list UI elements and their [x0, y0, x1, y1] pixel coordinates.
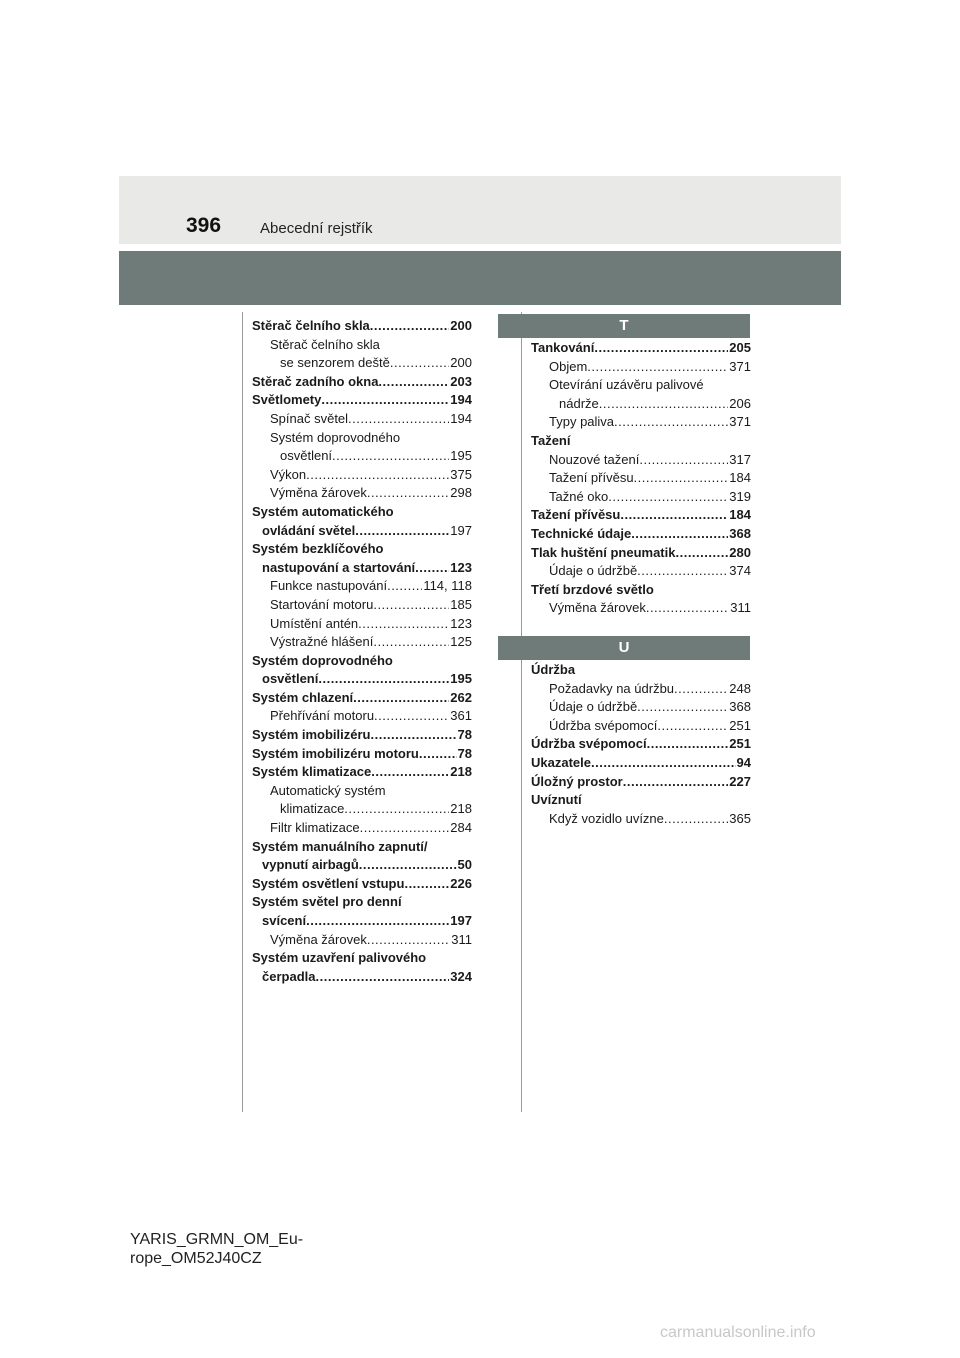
index-entry — [252, 819, 472, 838]
index-term: Tažné oko — [549, 488, 609, 504]
index-term: Tlak huštění pneumatik — [531, 544, 676, 560]
index-entry-line — [252, 893, 472, 912]
page-ref: 227 — [729, 773, 751, 789]
index-term: Údržba — [531, 662, 576, 677]
page-ref: 374 — [729, 563, 751, 579]
index-term: Stěrač čelního skla — [270, 336, 380, 352]
index-entry — [531, 525, 751, 544]
index-entry-line — [252, 726, 472, 745]
index-entry-line — [252, 949, 472, 968]
page-ref: 226 — [450, 875, 472, 891]
index-entry-line — [531, 339, 751, 358]
index-entry-line — [252, 931, 472, 950]
leader-dots — [646, 599, 729, 618]
page-ref: 94 — [736, 754, 751, 770]
index-term: Startování motoru — [270, 596, 374, 612]
leader-dots — [404, 875, 449, 894]
leader-dots — [631, 525, 728, 544]
index-entry-line — [531, 395, 751, 414]
page-ref: 197 — [450, 522, 472, 538]
page-ref: 200 — [450, 355, 472, 371]
page-ref: 195 — [450, 448, 472, 464]
index-entry — [252, 782, 472, 819]
leader-dots — [639, 451, 728, 470]
page-ref: 311 — [730, 600, 751, 616]
leader-dots — [344, 800, 449, 819]
index-entry — [252, 745, 472, 764]
index-entry-line — [252, 819, 472, 838]
index-entry-line — [531, 358, 751, 377]
index-entry — [252, 689, 472, 708]
leader-dots — [591, 754, 736, 773]
leader-dots — [390, 354, 449, 373]
index-term: Automatický systém — [270, 782, 386, 798]
index-term: Úložný prostor — [531, 773, 623, 789]
leader-dots — [353, 689, 449, 708]
index-term: Systém bezklíčového — [252, 541, 384, 557]
index-entry-line — [252, 317, 472, 336]
index-entry-line — [531, 451, 751, 470]
index-entry-line — [531, 773, 751, 792]
page-ref: 361 — [450, 708, 472, 724]
index-term: osvětlení — [280, 448, 333, 464]
index-term: se senzorem deště — [280, 355, 390, 371]
page-ref: 251 — [729, 717, 751, 733]
index-term: Systém imobilizéru — [252, 727, 371, 743]
index-entry — [252, 336, 472, 373]
index-term: Výkon — [270, 466, 307, 482]
index-entry — [252, 763, 472, 782]
index-entry-line — [252, 596, 472, 615]
page-ref: 184 — [729, 507, 751, 523]
index-term: Tažení — [531, 432, 571, 448]
leader-dots — [370, 726, 456, 745]
leader-dots — [355, 522, 449, 541]
index-term: Výměna žárovek — [549, 600, 646, 616]
index-entry — [252, 391, 472, 410]
index-entry-line — [531, 754, 751, 773]
index-entry — [252, 503, 472, 540]
index-entry-line — [252, 447, 472, 466]
page-ref: 78 — [457, 727, 472, 743]
index-term: Požadavky na údržbu — [549, 680, 675, 696]
index-entry-line — [531, 581, 751, 600]
index-entry — [252, 615, 472, 634]
index-entry — [531, 376, 751, 413]
page-ref: 206 — [729, 395, 751, 411]
page-ref: 123 — [450, 559, 472, 575]
index-entry-line — [252, 745, 472, 764]
index-entry — [252, 838, 472, 875]
index-entry — [531, 451, 751, 470]
index-entry-line — [252, 763, 472, 782]
index-term: Světlomety — [252, 392, 322, 408]
leader-dots — [387, 577, 422, 596]
index-entry-line — [252, 782, 472, 801]
leader-dots — [614, 413, 728, 432]
leader-dots — [657, 717, 728, 736]
index-entry-line — [531, 791, 751, 810]
page-ref: 371 — [729, 358, 751, 374]
index-term: Systém imobilizéru motoru — [252, 745, 419, 761]
page-ref: 194 — [450, 410, 472, 426]
index-entry — [531, 717, 751, 736]
leader-dots — [415, 559, 449, 578]
index-column-left — [252, 317, 472, 986]
leader-dots — [374, 707, 449, 726]
page-ref: 197 — [450, 913, 472, 928]
index-entry-line — [531, 506, 751, 525]
page-ref: 368 — [729, 699, 751, 715]
index-term: klimatizace — [280, 801, 345, 817]
index-entry-line — [252, 652, 472, 671]
index-term: Otevírání uzávěru palivové — [549, 377, 704, 393]
index-entry — [531, 544, 751, 563]
index-entry — [252, 540, 472, 577]
page-ref: 114, 118 — [423, 578, 472, 594]
index-entry — [252, 875, 472, 894]
index-term: Přehřívání motoru — [270, 708, 375, 724]
index-entry — [531, 599, 751, 618]
index-term: Třetí brzdové světlo — [531, 581, 654, 597]
leader-dots — [358, 615, 449, 634]
page-ref: 375 — [450, 466, 472, 482]
index-term: Typy paliva — [549, 414, 615, 430]
page-ref: 317 — [729, 451, 751, 467]
index-entry — [531, 810, 751, 829]
page-ref: 324 — [450, 968, 472, 984]
index-entry-line — [252, 354, 472, 373]
index-entry-line — [252, 875, 472, 894]
index-term: Systém uzavření palivového — [252, 950, 427, 966]
index-term: Tažení přívěsu — [531, 507, 621, 523]
index-entry — [252, 707, 472, 726]
index-term: Údaje o údržbě — [549, 699, 638, 715]
page-title: Abecední rejstřík — [260, 220, 373, 237]
leader-dots — [367, 484, 449, 503]
index-entry — [531, 432, 751, 451]
page-ref: 311 — [451, 931, 472, 947]
index-term: Filtr klimatizace — [270, 820, 360, 836]
index-term: Systém osvětlení vstupu — [252, 875, 405, 891]
page-ref: 194 — [450, 392, 472, 408]
index-entry-line — [531, 599, 751, 618]
index-term: Uvíznutí — [531, 792, 582, 808]
leader-dots — [321, 391, 449, 410]
index-term: čerpadla — [262, 968, 316, 984]
index-entry-line — [252, 429, 472, 448]
index-entry — [252, 373, 472, 392]
page-ref: 184 — [729, 470, 751, 486]
index-entry — [252, 652, 472, 689]
leader-dots — [306, 912, 449, 931]
index-entry-line — [531, 525, 751, 544]
index-entry-line — [531, 432, 751, 451]
index-term: svícení — [262, 913, 307, 928]
page-ref: 185 — [450, 596, 472, 612]
index-term: vypnutí airbagů — [262, 857, 359, 873]
leader-dots — [373, 633, 449, 652]
index-entry-line — [531, 680, 751, 699]
page-ref: 203 — [450, 373, 472, 389]
header-dark-band — [119, 251, 841, 305]
leader-dots — [371, 763, 449, 782]
index-entry-line — [252, 912, 472, 931]
index-entry — [531, 698, 751, 717]
index-entry-line — [252, 633, 472, 652]
index-term: ovládání světel — [262, 522, 356, 538]
leader-dots — [664, 810, 728, 829]
index-section-u — [531, 661, 751, 828]
index-term: Systém klimatizace — [252, 764, 372, 780]
footer-line-1: YARIS_GRMN_OM_Eu- — [130, 1231, 304, 1248]
index-term: Výměna žárovek — [270, 485, 367, 501]
index-entry — [531, 358, 751, 377]
index-entry — [531, 754, 751, 773]
leader-dots — [637, 698, 728, 717]
index-term: Systém doprovodného — [270, 429, 401, 445]
index-term: Výměna žárovek — [270, 931, 367, 947]
leader-dots — [348, 410, 449, 429]
index-term: Systém doprovodného — [252, 652, 393, 668]
index-term: Systém světel pro denní — [252, 894, 402, 910]
leader-dots — [370, 317, 450, 336]
leader-dots — [675, 544, 728, 563]
index-entry — [252, 484, 472, 503]
index-entry-line — [531, 698, 751, 717]
footer-line-2: rope_OM52J40CZ — [130, 1250, 262, 1267]
index-entry-line — [531, 376, 751, 395]
leader-dots — [587, 358, 728, 377]
page-ref: 205 — [729, 340, 751, 355]
index-term: Stěrač čelního skla — [252, 318, 370, 333]
index-entry-line — [252, 522, 472, 541]
index-term: Tankování — [531, 340, 595, 355]
column-rule-middle — [521, 312, 522, 1112]
page-ref: 125 — [450, 634, 472, 650]
index-entry — [252, 410, 472, 429]
index-entry-line — [531, 810, 751, 829]
page-ref: 365 — [729, 810, 751, 826]
leader-dots — [608, 488, 728, 507]
index-term: Umístění antén — [270, 615, 359, 631]
leader-dots — [373, 596, 449, 615]
leader-dots — [318, 670, 449, 689]
index-entry — [252, 466, 472, 485]
index-term: Údaje o údržbě — [549, 563, 638, 579]
index-term: Systém manuálního zapnutí/ — [252, 838, 428, 854]
index-term: Nouzové tažení — [549, 451, 640, 467]
index-entry-line — [531, 469, 751, 488]
index-section-t — [531, 339, 751, 618]
index-entry-line — [252, 707, 472, 726]
index-entry-line — [252, 670, 472, 689]
index-entry — [252, 577, 472, 596]
index-entry-line — [252, 559, 472, 578]
leader-dots — [332, 447, 449, 466]
index-entry-line — [252, 689, 472, 708]
index-entry-line — [531, 661, 751, 680]
index-term: Objem — [549, 358, 588, 374]
index-entry-line — [531, 413, 751, 432]
index-entry — [531, 791, 751, 810]
leader-dots — [620, 506, 728, 525]
leader-dots — [360, 819, 450, 838]
index-entry — [252, 317, 472, 336]
page-ref: 251 — [729, 736, 751, 752]
index-term: Údržba svépomocí — [549, 717, 658, 733]
index-entry — [252, 931, 472, 950]
index-entry-line — [531, 735, 751, 754]
page-ref: 319 — [729, 488, 751, 504]
index-entry-line — [252, 336, 472, 355]
leader-dots — [623, 773, 729, 792]
index-entry-line — [252, 373, 472, 392]
page-ref: 78 — [457, 745, 472, 761]
leader-dots — [674, 680, 728, 699]
index-entry-line — [252, 856, 472, 875]
page-ref: 200 — [450, 318, 472, 333]
footer-doc-code — [130, 1230, 303, 1268]
index-entry — [531, 680, 751, 699]
page-ref: 195 — [450, 671, 472, 687]
leader-dots — [647, 735, 729, 754]
index-term: Spínač světel — [270, 410, 349, 426]
index-entry — [531, 661, 751, 680]
header-band — [119, 176, 841, 244]
index-entry-line — [252, 410, 472, 429]
index-entry — [531, 488, 751, 507]
index-entry — [252, 893, 472, 930]
index-entry-line — [252, 800, 472, 819]
index-entry — [252, 726, 472, 745]
index-entry-line — [531, 544, 751, 563]
page-ref: 50 — [457, 857, 472, 873]
index-entry — [531, 773, 751, 792]
index-entry-line — [252, 503, 472, 522]
index-term: Tažení přívěsu — [549, 470, 634, 486]
page-ref: 298 — [450, 485, 472, 501]
index-entry — [531, 562, 751, 581]
index-entry-line — [252, 968, 472, 987]
index-entry — [252, 633, 472, 652]
index-entry-line — [252, 838, 472, 857]
page-ref: 284 — [450, 820, 472, 836]
section-header-u: U — [498, 636, 750, 660]
watermark: carmanualsonline.info — [660, 1324, 816, 1341]
index-term: osvětlení — [262, 671, 319, 687]
leader-dots — [315, 968, 449, 987]
leader-dots — [367, 931, 450, 950]
index-entry — [252, 429, 472, 466]
index-entry — [531, 581, 751, 600]
index-entry-line — [252, 615, 472, 634]
page-ref: 218 — [450, 764, 472, 780]
index-term: Stěrač zadního okna — [252, 373, 379, 389]
index-entry — [531, 339, 751, 358]
index-entry — [531, 469, 751, 488]
leader-dots — [419, 745, 457, 764]
page-ref: 371 — [729, 414, 751, 430]
index-entry — [531, 413, 751, 432]
page-number: 396 — [186, 214, 222, 237]
index-entry-line — [252, 577, 472, 596]
index-term: Funkce nastupování — [270, 578, 388, 594]
index-entry-line — [252, 466, 472, 485]
index-entry-line — [252, 391, 472, 410]
index-term: Výstražné hlášení — [270, 634, 374, 650]
index-term: nádrže — [559, 395, 599, 411]
index-entry — [531, 506, 751, 525]
leader-dots — [594, 339, 728, 358]
page-ref: 248 — [729, 680, 751, 696]
index-entry-line — [531, 562, 751, 581]
leader-dots — [637, 562, 728, 581]
leader-dots — [634, 469, 729, 488]
leader-dots — [378, 373, 449, 392]
leader-dots — [306, 466, 449, 485]
index-term: Když vozidlo uvízne — [549, 810, 664, 826]
index-term: Systém automatického — [252, 503, 394, 519]
index-term: Ukazatele — [531, 754, 591, 770]
index-term: nastupování a startování — [262, 559, 416, 575]
index-entry-line — [531, 717, 751, 736]
index-term: Technické údaje — [531, 525, 632, 541]
page-ref: 123 — [450, 615, 472, 631]
index-term: Systém chlazení — [252, 689, 354, 705]
index-entry-line — [252, 484, 472, 503]
index-term: Údržba svépomocí — [531, 736, 647, 752]
page-ref: 218 — [450, 801, 472, 817]
page-ref: 280 — [729, 544, 751, 560]
index-entry — [252, 596, 472, 615]
index-entry — [252, 949, 472, 986]
index-entry-line — [252, 540, 472, 559]
section-header-t: T — [498, 314, 750, 338]
page-ref: 368 — [729, 525, 751, 541]
index-entry-line — [531, 488, 751, 507]
leader-dots — [359, 856, 457, 875]
index-entry — [531, 735, 751, 754]
leader-dots — [599, 395, 729, 414]
page-ref: 262 — [450, 689, 472, 705]
column-rule-left — [242, 312, 243, 1112]
